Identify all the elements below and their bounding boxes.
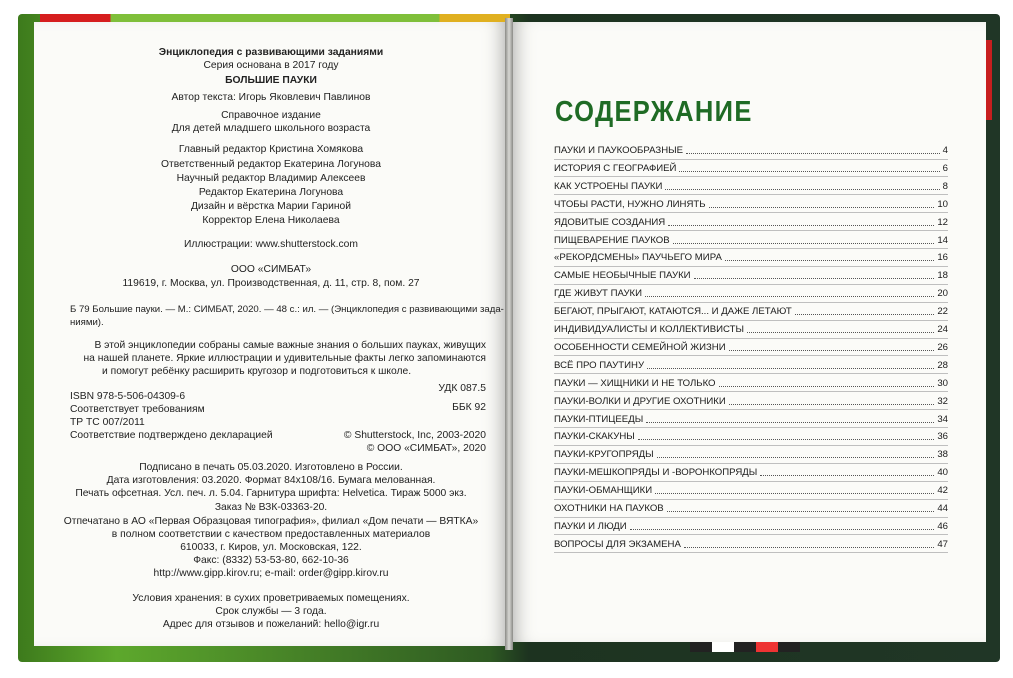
print-info-line: Заказ № ВЗК-03363-20.	[214, 502, 328, 513]
toc-dot-leader	[665, 189, 939, 190]
toc-dot-leader	[725, 260, 934, 261]
annotation-line: В этой энциклопедии собраны самые важные знания о больших пауках, живущих	[94, 340, 486, 351]
toc-separator	[554, 355, 948, 356]
toc-separator	[554, 302, 948, 303]
credit-line: Ответственный редактор Екатерина Логунова	[161, 159, 381, 170]
toc-separator	[554, 481, 948, 482]
print-info-line: 610033, г. Киров, ул. Московская, 122.	[180, 542, 362, 553]
storage-conditions: Условия хранения: в сухих проветриваемых помещениях.	[132, 593, 410, 604]
toc-entry-page: 30	[937, 377, 948, 389]
toc-dot-leader	[684, 547, 934, 548]
annotation-line: и помогут ребёнку расширить кругозор и подготовиться к школе.	[102, 366, 412, 377]
toc-entry-page: 20	[937, 288, 948, 300]
print-info-line: Подписано в печать 05.03.2020. Изготовлено в России.	[139, 462, 403, 473]
illustrations-credit: Иллюстрации: www.shutterstock.com	[183, 239, 358, 250]
toc-entry-title: ПАУКИ-СКАКУНЫ	[554, 431, 635, 443]
toc-separator	[554, 194, 948, 195]
print-info-line: в полном соответствии с качеством предоставленных материалов	[111, 529, 431, 540]
toc-entry	[554, 233, 948, 247]
toc-separator	[554, 159, 948, 160]
toc-entry	[554, 376, 948, 390]
toc-entry-title: ОХОТНИКИ НА ПАУКОВ	[554, 503, 664, 514]
series-title: Энциклопедия с развивающими заданиями	[158, 47, 384, 58]
toc-entry	[554, 161, 948, 175]
copyright-line: © Shutterstock, Inc, 2003-2020	[343, 430, 486, 441]
toc-entry-title: ИСТОРИЯ С ГЕОГРАФИЕЙ	[554, 162, 677, 174]
toc-dot-leader	[655, 493, 934, 494]
author-line: Автор текста: Игорь Яковлевич Павлинов	[171, 92, 371, 103]
toc-entry-title: «РЕКОРДСМЕНЫ» ПАУЧЬЕГО МИРА	[554, 252, 722, 264]
toc-entry	[554, 465, 948, 479]
toc-entry	[554, 179, 948, 193]
toc-separator	[554, 463, 948, 464]
toc-dot-leader	[673, 243, 935, 244]
bibliographic-line: ниями).	[70, 317, 104, 328]
toc-entry	[554, 429, 948, 443]
toc-separator	[554, 517, 948, 518]
toc-separator	[554, 427, 948, 428]
toc-entry-page: 42	[937, 485, 948, 497]
toc-entry-page: 12	[937, 216, 948, 228]
toc-separator	[554, 445, 948, 446]
print-info-line: http://www.gipp.kirov.ru; e-mail: order@gipp.kirov.ru	[153, 568, 389, 579]
contents-heading: СОДЕРЖАНИЕ	[555, 96, 753, 128]
print-info-line: Отпечатано в АО «Первая Образцовая типография», филиал «Дом печати — ВЯТКА»	[63, 516, 479, 527]
toc-dot-leader	[694, 278, 935, 279]
toc-entry	[554, 501, 948, 515]
toc-entry-title: КАК УСТРОЕНЫ ПАУКИ	[554, 180, 663, 192]
toc-separator	[554, 248, 948, 249]
isbn: ISBN 978-5-506-04309-6	[70, 391, 186, 402]
toc-dot-leader	[709, 207, 935, 208]
toc-entry-page: 16	[937, 252, 948, 264]
publisher-name: ООО «СИМБАТ»	[230, 264, 312, 275]
cover-edge-decoration-top	[40, 14, 510, 22]
toc-entry-title: ПАУКИ И ЛЮДИ	[554, 520, 627, 532]
toc-entry	[554, 215, 948, 229]
toc-dot-leader	[679, 171, 939, 172]
print-info-line: Факс: (8332) 53-53-80, 662-10-36	[193, 555, 349, 566]
publisher-address: 119619, г. Москва, ул. Производственная, д. 11, стр. 8, пом. 27	[122, 278, 420, 289]
toc-dot-leader	[657, 457, 935, 458]
toc-entry-page: 22	[937, 306, 948, 318]
toc-dot-leader	[729, 350, 935, 351]
annotation-line: на нашей планете. Яркие иллюстрации и удивительные факты легко запоминаются	[83, 353, 486, 364]
compliance-line: ТР ТС 007/2011	[70, 417, 145, 428]
udk-code: УДК 087.5	[438, 383, 486, 394]
toc-entry-title: ОСОБЕННОСТИ СЕМЕЙНОЙ ЖИЗНИ	[554, 341, 726, 353]
toc-entry-page: 36	[937, 431, 948, 443]
toc-separator	[554, 212, 948, 213]
toc-dot-leader	[667, 511, 935, 512]
toc-entry	[554, 268, 948, 282]
audience-line: Для детей младшего школьного возраста	[171, 123, 371, 134]
toc-entry-title: БЕГАЮТ, ПРЫГАЮТ, КАТАЮТСЯ... И ДАЖЕ ЛЕТАЮТ	[554, 306, 792, 318]
credit-line: Научный редактор Владимир Алексеев	[176, 173, 366, 184]
toc-entry	[554, 537, 948, 551]
toc-separator	[554, 266, 948, 267]
toc-entry	[554, 447, 948, 461]
toc-dot-leader	[795, 314, 935, 315]
toc-entry-title: ПАУКИ-ПТИЦЕЕДЫ	[554, 413, 644, 425]
toc-entry-title: ГДЕ ЖИВУТ ПАУКИ	[554, 288, 643, 300]
credit-line: Корректор Елена Николаева	[202, 215, 340, 226]
toc-dot-leader	[747, 332, 934, 333]
toc-entry-page: 18	[937, 270, 948, 282]
toc-dot-leader	[647, 368, 934, 369]
toc-entry-title: ПАУКИ-ВОЛКИ И ДРУГИЕ ОХОТНИКИ	[554, 395, 726, 407]
toc-entry-page: 24	[937, 324, 948, 335]
toc-entry	[554, 394, 948, 408]
toc-dot-leader	[638, 439, 935, 440]
credit-line: Дизайн и вёрстка Марии Гариной	[190, 201, 352, 212]
toc-entry-page: 26	[937, 341, 948, 353]
toc-entry-page: 38	[937, 449, 948, 461]
bbk-code: ББК 92	[452, 402, 486, 413]
feedback-address: Адрес для отзывов и пожеланий: hello@igr.ru	[162, 619, 380, 630]
toc-separator	[554, 320, 948, 321]
toc-entry-title: ВОПРОСЫ ДЛЯ ЭКЗАМЕНА	[554, 538, 681, 550]
credit-line: Главный редактор Кристина Хомякова	[178, 144, 364, 155]
toc-entry-page: 32	[937, 395, 948, 407]
toc-entry	[554, 304, 948, 318]
toc-entry-page: 8	[942, 180, 948, 192]
toc-entry-page: 47	[937, 538, 948, 550]
toc-entry-title: ПАУКИ-КРУГОПРЯДЫ	[554, 449, 654, 461]
toc-entry-page: 6	[942, 162, 948, 174]
toc-dot-leader	[729, 404, 935, 405]
toc-entry	[554, 250, 948, 264]
toc-entry-title: ПИЩЕВАРЕНИЕ ПАУКОВ	[554, 234, 670, 246]
toc-entry-title: ВСЁ ПРО ПАУТИНУ	[554, 359, 645, 371]
toc-entry-title: ПАУКИ-ОБМАНЩИКИ	[554, 485, 653, 497]
toc-entry	[554, 358, 948, 372]
toc-entry-page: 44	[937, 503, 948, 514]
toc-separator	[554, 176, 948, 177]
toc-entry-page: 10	[937, 198, 948, 210]
book-title: БОЛЬШИЕ ПАУКИ	[225, 75, 317, 86]
toc-dot-leader	[686, 153, 940, 154]
toc-entry	[554, 322, 948, 336]
toc-dot-leader	[645, 296, 934, 297]
toc-separator	[554, 230, 948, 231]
toc-entry	[554, 197, 948, 211]
toc-dot-leader	[668, 225, 934, 226]
shelf-life: Срок службы — 3 года.	[215, 606, 327, 617]
toc-entry-page: 14	[937, 234, 948, 246]
toc-entry-page: 28	[937, 359, 948, 371]
toc-separator	[554, 391, 948, 392]
toc-dot-leader	[630, 529, 935, 530]
toc-entry	[554, 519, 948, 533]
toc-entry-page: 46	[937, 520, 948, 532]
toc-entry-page: 34	[937, 413, 948, 425]
toc-entry-title: ЧТОБЫ РАСТИ, НУЖНО ЛИНЯТЬ	[554, 198, 706, 210]
toc-entry-page: 40	[937, 467, 948, 479]
toc-separator	[554, 534, 948, 535]
series-founded: Серия основана в 2017 году	[203, 60, 339, 71]
toc-separator	[554, 373, 948, 374]
bibliographic-line: Б 79 Большие пауки. — М.: СИМБАТ, 2020. — 48 с.: ил. — (Энциклопедия с развивающими зада-	[70, 304, 504, 315]
toc-entry-title: ПАУКИ-МЕШКОПРЯДЫ И -ВОРОНКОПРЯДЫ	[554, 467, 758, 479]
toc-entry-title: ИНДИВИДУАЛИСТЫ И КОЛЛЕКТИВИСТЫ	[554, 324, 744, 335]
copyright-line: © ООО «СИМБАТ», 2020	[366, 443, 486, 454]
toc-dot-leader	[760, 475, 934, 476]
toc-entry	[554, 483, 948, 497]
toc-entry-title: ПАУКИ — ХИЩНИКИ И НЕ ТОЛЬКО	[554, 377, 716, 389]
toc-dot-leader	[719, 386, 935, 387]
toc-dot-leader	[646, 422, 934, 423]
credit-line: Редактор Екатерина Логунова	[198, 187, 344, 198]
toc-entry-title: ЯДОВИТЫЕ СОЗДАНИЯ	[554, 216, 666, 228]
toc-separator	[554, 284, 948, 285]
compliance-line: Соответствует требованиям	[70, 404, 205, 415]
toc-entry	[554, 340, 948, 354]
edition-type: Справочное издание	[221, 110, 321, 121]
toc-entry-title: САМЫЕ НЕОБЫЧНЫЕ ПАУКИ	[554, 270, 691, 282]
toc-entry	[554, 286, 948, 300]
toc-entry-title: ПАУКИ И ПАУКООБРАЗНЫЕ	[554, 145, 684, 156]
print-info-line: Дата изготовления: 03.2020. Формат 84x108/16. Бумага мелованная.	[106, 475, 436, 486]
toc-separator	[554, 499, 948, 500]
toc-separator	[554, 552, 948, 553]
toc-entry	[554, 143, 948, 157]
cover-edge-decoration-right	[986, 40, 992, 120]
compliance-line: Соответствие подтверждено декларацией	[70, 430, 273, 441]
toc-entry-page: 4	[942, 145, 948, 156]
toc-entry	[554, 412, 948, 426]
toc-separator	[554, 338, 948, 339]
print-info-line: Печать офсетная. Усл. печ. л. 5.04. Гарнитура шрифта: Helvetica. Тираж 5000 экз.	[75, 488, 467, 499]
toc-separator	[554, 409, 948, 410]
